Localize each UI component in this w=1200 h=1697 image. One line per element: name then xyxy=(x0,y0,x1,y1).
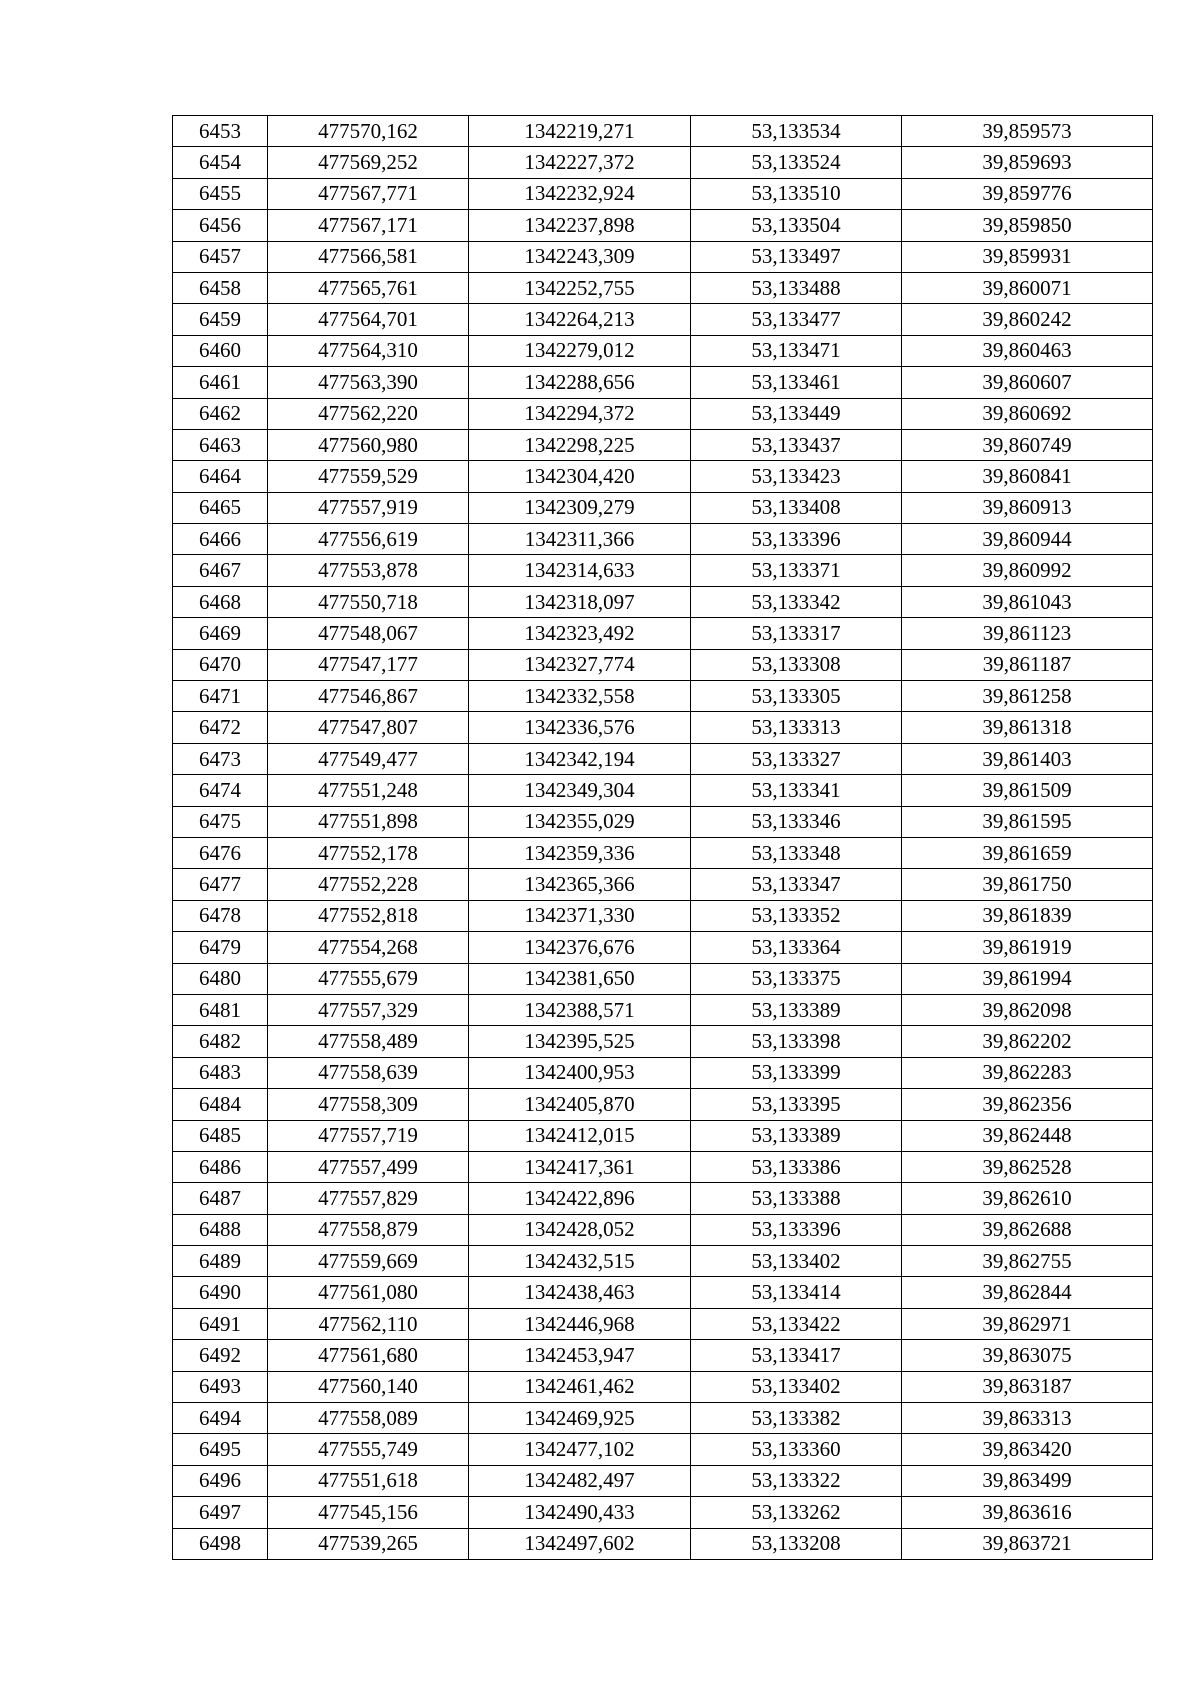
table-row xyxy=(173,524,1153,555)
y-coordinate-cell: 1342252,755 xyxy=(469,272,691,303)
y-coordinate-cell: 1342318,097 xyxy=(469,586,691,617)
x-coordinate-cell: 477551,898 xyxy=(268,806,469,837)
y-coordinate-cell: 1342219,271 xyxy=(469,116,691,147)
longitude-cell: 39,861509 xyxy=(902,775,1153,806)
y-coordinate-cell: 1342417,361 xyxy=(469,1151,691,1182)
table-row xyxy=(173,1497,1153,1528)
table-row xyxy=(173,963,1153,994)
latitude-cell: 53,133388 xyxy=(691,1183,902,1214)
longitude-cell: 39,860992 xyxy=(902,555,1153,586)
longitude-cell: 39,861919 xyxy=(902,932,1153,963)
y-coordinate-cell: 1342342,194 xyxy=(469,743,691,774)
longitude-cell: 39,861258 xyxy=(902,681,1153,712)
x-coordinate-cell: 477561,080 xyxy=(268,1277,469,1308)
latitude-cell: 53,133327 xyxy=(691,743,902,774)
latitude-cell: 53,133386 xyxy=(691,1151,902,1182)
latitude-cell: 53,133341 xyxy=(691,775,902,806)
point-number-cell: 6475 xyxy=(173,806,268,837)
table-row xyxy=(173,1403,1153,1434)
table-row xyxy=(173,1528,1153,1559)
point-number-cell: 6477 xyxy=(173,869,268,900)
y-coordinate-cell: 1342477,102 xyxy=(469,1434,691,1465)
latitude-cell: 53,133352 xyxy=(691,900,902,931)
latitude-cell: 53,133398 xyxy=(691,1026,902,1057)
latitude-cell: 53,133524 xyxy=(691,147,902,178)
x-coordinate-cell: 477558,309 xyxy=(268,1089,469,1120)
latitude-cell: 53,133305 xyxy=(691,681,902,712)
table-row xyxy=(173,1214,1153,1245)
point-number-cell: 6496 xyxy=(173,1465,268,1496)
longitude-cell: 39,862098 xyxy=(902,994,1153,1025)
latitude-cell: 53,133375 xyxy=(691,963,902,994)
latitude-cell: 53,133308 xyxy=(691,649,902,680)
longitude-cell: 39,860463 xyxy=(902,335,1153,366)
longitude-cell: 39,861994 xyxy=(902,963,1153,994)
y-coordinate-cell: 1342332,558 xyxy=(469,681,691,712)
latitude-cell: 53,133402 xyxy=(691,1371,902,1402)
x-coordinate-cell: 477559,529 xyxy=(268,461,469,492)
longitude-cell: 39,860749 xyxy=(902,429,1153,460)
point-number-cell: 6483 xyxy=(173,1057,268,1088)
longitude-cell: 39,863187 xyxy=(902,1371,1153,1402)
x-coordinate-cell: 477562,110 xyxy=(268,1308,469,1339)
x-coordinate-cell: 477552,178 xyxy=(268,837,469,868)
table-row xyxy=(173,681,1153,712)
table-row xyxy=(173,1026,1153,1057)
point-number-cell: 6468 xyxy=(173,586,268,617)
point-number-cell: 6462 xyxy=(173,398,268,429)
table-row xyxy=(173,775,1153,806)
table-row xyxy=(173,1089,1153,1120)
point-number-cell: 6455 xyxy=(173,178,268,209)
y-coordinate-cell: 1342428,052 xyxy=(469,1214,691,1245)
y-coordinate-cell: 1342371,330 xyxy=(469,900,691,931)
x-coordinate-cell: 477550,718 xyxy=(268,586,469,617)
latitude-cell: 53,133449 xyxy=(691,398,902,429)
latitude-cell: 53,133402 xyxy=(691,1246,902,1277)
x-coordinate-cell: 477552,818 xyxy=(268,900,469,931)
y-coordinate-cell: 1342279,012 xyxy=(469,335,691,366)
x-coordinate-cell: 477552,228 xyxy=(268,869,469,900)
y-coordinate-cell: 1342405,870 xyxy=(469,1089,691,1120)
y-coordinate-cell: 1342482,497 xyxy=(469,1465,691,1496)
point-number-cell: 6465 xyxy=(173,492,268,523)
point-number-cell: 6498 xyxy=(173,1528,268,1559)
y-coordinate-cell: 1342446,968 xyxy=(469,1308,691,1339)
point-number-cell: 6486 xyxy=(173,1151,268,1182)
y-coordinate-cell: 1342232,924 xyxy=(469,178,691,209)
latitude-cell: 53,133364 xyxy=(691,932,902,963)
table-row xyxy=(173,932,1153,963)
y-coordinate-cell: 1342237,898 xyxy=(469,210,691,241)
longitude-cell: 39,861595 xyxy=(902,806,1153,837)
latitude-cell: 53,133347 xyxy=(691,869,902,900)
y-coordinate-cell: 1342395,525 xyxy=(469,1026,691,1057)
latitude-cell: 53,133399 xyxy=(691,1057,902,1088)
longitude-cell: 39,859573 xyxy=(902,116,1153,147)
point-number-cell: 6464 xyxy=(173,461,268,492)
table-row xyxy=(173,900,1153,931)
point-number-cell: 6491 xyxy=(173,1308,268,1339)
y-coordinate-cell: 1342422,896 xyxy=(469,1183,691,1214)
point-number-cell: 6457 xyxy=(173,241,268,272)
point-number-cell: 6488 xyxy=(173,1214,268,1245)
coordinates-table-body xyxy=(173,116,1153,1560)
point-number-cell: 6493 xyxy=(173,1371,268,1402)
point-number-cell: 6458 xyxy=(173,272,268,303)
point-number-cell: 6494 xyxy=(173,1403,268,1434)
longitude-cell: 39,862610 xyxy=(902,1183,1153,1214)
longitude-cell: 39,860841 xyxy=(902,461,1153,492)
x-coordinate-cell: 477554,268 xyxy=(268,932,469,963)
table-row xyxy=(173,712,1153,743)
table-row xyxy=(173,398,1153,429)
table-row xyxy=(173,367,1153,398)
table-row xyxy=(173,272,1153,303)
table-row xyxy=(173,1277,1153,1308)
x-coordinate-cell: 477557,919 xyxy=(268,492,469,523)
longitude-cell: 39,860944 xyxy=(902,524,1153,555)
latitude-cell: 53,133371 xyxy=(691,555,902,586)
longitude-cell: 39,860242 xyxy=(902,304,1153,335)
x-coordinate-cell: 477558,489 xyxy=(268,1026,469,1057)
x-coordinate-cell: 477560,980 xyxy=(268,429,469,460)
y-coordinate-cell: 1342461,462 xyxy=(469,1371,691,1402)
latitude-cell: 53,133262 xyxy=(691,1497,902,1528)
point-number-cell: 6478 xyxy=(173,900,268,931)
y-coordinate-cell: 1342294,372 xyxy=(469,398,691,429)
longitude-cell: 39,859693 xyxy=(902,147,1153,178)
y-coordinate-cell: 1342376,676 xyxy=(469,932,691,963)
latitude-cell: 53,133423 xyxy=(691,461,902,492)
table-row xyxy=(173,1308,1153,1339)
table-row xyxy=(173,1246,1153,1277)
latitude-cell: 53,133317 xyxy=(691,618,902,649)
point-number-cell: 6461 xyxy=(173,367,268,398)
latitude-cell: 53,133414 xyxy=(691,1277,902,1308)
latitude-cell: 53,133348 xyxy=(691,837,902,868)
x-coordinate-cell: 477558,089 xyxy=(268,1403,469,1434)
longitude-cell: 39,862202 xyxy=(902,1026,1153,1057)
latitude-cell: 53,133408 xyxy=(691,492,902,523)
x-coordinate-cell: 477563,390 xyxy=(268,367,469,398)
table-row xyxy=(173,618,1153,649)
longitude-cell: 39,860692 xyxy=(902,398,1153,429)
longitude-cell: 39,861750 xyxy=(902,869,1153,900)
coordinates-table xyxy=(172,115,1153,1560)
latitude-cell: 53,133488 xyxy=(691,272,902,303)
x-coordinate-cell: 477553,878 xyxy=(268,555,469,586)
longitude-cell: 39,861123 xyxy=(902,618,1153,649)
longitude-cell: 39,862448 xyxy=(902,1120,1153,1151)
y-coordinate-cell: 1342355,029 xyxy=(469,806,691,837)
point-number-cell: 6466 xyxy=(173,524,268,555)
longitude-cell: 39,863420 xyxy=(902,1434,1153,1465)
x-coordinate-cell: 477565,761 xyxy=(268,272,469,303)
table-row xyxy=(173,743,1153,774)
longitude-cell: 39,863721 xyxy=(902,1528,1153,1559)
latitude-cell: 53,133510 xyxy=(691,178,902,209)
y-coordinate-cell: 1342243,309 xyxy=(469,241,691,272)
longitude-cell: 39,862971 xyxy=(902,1308,1153,1339)
longitude-cell: 39,859931 xyxy=(902,241,1153,272)
x-coordinate-cell: 477560,140 xyxy=(268,1371,469,1402)
table-row xyxy=(173,869,1153,900)
y-coordinate-cell: 1342438,463 xyxy=(469,1277,691,1308)
latitude-cell: 53,133461 xyxy=(691,367,902,398)
latitude-cell: 53,133534 xyxy=(691,116,902,147)
table-row xyxy=(173,116,1153,147)
longitude-cell: 39,860607 xyxy=(902,367,1153,398)
table-row xyxy=(173,210,1153,241)
table-row xyxy=(173,837,1153,868)
x-coordinate-cell: 477547,177 xyxy=(268,649,469,680)
x-coordinate-cell: 477551,618 xyxy=(268,1465,469,1496)
table-row xyxy=(173,1183,1153,1214)
y-coordinate-cell: 1342388,571 xyxy=(469,994,691,1025)
y-coordinate-cell: 1342323,492 xyxy=(469,618,691,649)
latitude-cell: 53,133322 xyxy=(691,1465,902,1496)
table-row xyxy=(173,461,1153,492)
x-coordinate-cell: 477570,162 xyxy=(268,116,469,147)
latitude-cell: 53,133417 xyxy=(691,1340,902,1371)
x-coordinate-cell: 477555,679 xyxy=(268,963,469,994)
longitude-cell: 39,861659 xyxy=(902,837,1153,868)
table-row xyxy=(173,1057,1153,1088)
x-coordinate-cell: 477545,156 xyxy=(268,1497,469,1528)
y-coordinate-cell: 1342381,650 xyxy=(469,963,691,994)
document-page xyxy=(172,115,1153,1560)
y-coordinate-cell: 1342298,225 xyxy=(469,429,691,460)
point-number-cell: 6467 xyxy=(173,555,268,586)
longitude-cell: 39,861318 xyxy=(902,712,1153,743)
table-row xyxy=(173,806,1153,837)
longitude-cell: 39,859776 xyxy=(902,178,1153,209)
table-row xyxy=(173,994,1153,1025)
point-number-cell: 6487 xyxy=(173,1183,268,1214)
y-coordinate-cell: 1342490,433 xyxy=(469,1497,691,1528)
y-coordinate-cell: 1342400,953 xyxy=(469,1057,691,1088)
y-coordinate-cell: 1342336,576 xyxy=(469,712,691,743)
longitude-cell: 39,862844 xyxy=(902,1277,1153,1308)
point-number-cell: 6479 xyxy=(173,932,268,963)
point-number-cell: 6484 xyxy=(173,1089,268,1120)
point-number-cell: 6453 xyxy=(173,116,268,147)
y-coordinate-cell: 1342412,015 xyxy=(469,1120,691,1151)
point-number-cell: 6476 xyxy=(173,837,268,868)
latitude-cell: 53,133313 xyxy=(691,712,902,743)
point-number-cell: 6485 xyxy=(173,1120,268,1151)
y-coordinate-cell: 1342288,656 xyxy=(469,367,691,398)
x-coordinate-cell: 477556,619 xyxy=(268,524,469,555)
x-coordinate-cell: 477549,477 xyxy=(268,743,469,774)
longitude-cell: 39,862528 xyxy=(902,1151,1153,1182)
table-row xyxy=(173,429,1153,460)
x-coordinate-cell: 477548,067 xyxy=(268,618,469,649)
longitude-cell: 39,862755 xyxy=(902,1246,1153,1277)
table-row xyxy=(173,1340,1153,1371)
latitude-cell: 53,133422 xyxy=(691,1308,902,1339)
longitude-cell: 39,862283 xyxy=(902,1057,1153,1088)
longitude-cell: 39,861043 xyxy=(902,586,1153,617)
longitude-cell: 39,862356 xyxy=(902,1089,1153,1120)
table-row xyxy=(173,304,1153,335)
point-number-cell: 6463 xyxy=(173,429,268,460)
latitude-cell: 53,133477 xyxy=(691,304,902,335)
y-coordinate-cell: 1342304,420 xyxy=(469,461,691,492)
point-number-cell: 6473 xyxy=(173,743,268,774)
latitude-cell: 53,133382 xyxy=(691,1403,902,1434)
latitude-cell: 53,133395 xyxy=(691,1089,902,1120)
point-number-cell: 6469 xyxy=(173,618,268,649)
longitude-cell: 39,861187 xyxy=(902,649,1153,680)
x-coordinate-cell: 477567,771 xyxy=(268,178,469,209)
latitude-cell: 53,133342 xyxy=(691,586,902,617)
point-number-cell: 6497 xyxy=(173,1497,268,1528)
table-row xyxy=(173,492,1153,523)
point-number-cell: 6471 xyxy=(173,681,268,712)
x-coordinate-cell: 477569,252 xyxy=(268,147,469,178)
y-coordinate-cell: 1342497,602 xyxy=(469,1528,691,1559)
longitude-cell: 39,863075 xyxy=(902,1340,1153,1371)
x-coordinate-cell: 477551,248 xyxy=(268,775,469,806)
x-coordinate-cell: 477561,680 xyxy=(268,1340,469,1371)
x-coordinate-cell: 477558,879 xyxy=(268,1214,469,1245)
latitude-cell: 53,133471 xyxy=(691,335,902,366)
point-number-cell: 6480 xyxy=(173,963,268,994)
x-coordinate-cell: 477559,669 xyxy=(268,1246,469,1277)
longitude-cell: 39,860913 xyxy=(902,492,1153,523)
x-coordinate-cell: 477558,639 xyxy=(268,1057,469,1088)
x-coordinate-cell: 477547,807 xyxy=(268,712,469,743)
point-number-cell: 6489 xyxy=(173,1246,268,1277)
x-coordinate-cell: 477557,719 xyxy=(268,1120,469,1151)
latitude-cell: 53,133389 xyxy=(691,994,902,1025)
y-coordinate-cell: 1342349,304 xyxy=(469,775,691,806)
point-number-cell: 6495 xyxy=(173,1434,268,1465)
point-number-cell: 6481 xyxy=(173,994,268,1025)
latitude-cell: 53,133497 xyxy=(691,241,902,272)
table-row xyxy=(173,1151,1153,1182)
table-row xyxy=(173,1434,1153,1465)
latitude-cell: 53,133389 xyxy=(691,1120,902,1151)
table-row xyxy=(173,147,1153,178)
latitude-cell: 53,133360 xyxy=(691,1434,902,1465)
point-number-cell: 6492 xyxy=(173,1340,268,1371)
latitude-cell: 53,133437 xyxy=(691,429,902,460)
longitude-cell: 39,859850 xyxy=(902,210,1153,241)
point-number-cell: 6490 xyxy=(173,1277,268,1308)
longitude-cell: 39,863499 xyxy=(902,1465,1153,1496)
point-number-cell: 6470 xyxy=(173,649,268,680)
y-coordinate-cell: 1342264,213 xyxy=(469,304,691,335)
latitude-cell: 53,133396 xyxy=(691,524,902,555)
y-coordinate-cell: 1342432,515 xyxy=(469,1246,691,1277)
x-coordinate-cell: 477562,220 xyxy=(268,398,469,429)
longitude-cell: 39,863313 xyxy=(902,1403,1153,1434)
latitude-cell: 53,133504 xyxy=(691,210,902,241)
point-number-cell: 6460 xyxy=(173,335,268,366)
latitude-cell: 53,133208 xyxy=(691,1528,902,1559)
table-row xyxy=(173,555,1153,586)
x-coordinate-cell: 477557,829 xyxy=(268,1183,469,1214)
table-row xyxy=(173,649,1153,680)
y-coordinate-cell: 1342359,336 xyxy=(469,837,691,868)
table-row xyxy=(173,586,1153,617)
table-row xyxy=(173,1465,1153,1496)
point-number-cell: 6456 xyxy=(173,210,268,241)
longitude-cell: 39,860071 xyxy=(902,272,1153,303)
table-row xyxy=(173,178,1153,209)
table-row xyxy=(173,1120,1153,1151)
point-number-cell: 6482 xyxy=(173,1026,268,1057)
x-coordinate-cell: 477555,749 xyxy=(268,1434,469,1465)
x-coordinate-cell: 477557,499 xyxy=(268,1151,469,1182)
x-coordinate-cell: 477557,329 xyxy=(268,994,469,1025)
point-number-cell: 6459 xyxy=(173,304,268,335)
x-coordinate-cell: 477566,581 xyxy=(268,241,469,272)
table-row xyxy=(173,241,1153,272)
y-coordinate-cell: 1342227,372 xyxy=(469,147,691,178)
latitude-cell: 53,133396 xyxy=(691,1214,902,1245)
y-coordinate-cell: 1342314,633 xyxy=(469,555,691,586)
longitude-cell: 39,863616 xyxy=(902,1497,1153,1528)
table-row xyxy=(173,335,1153,366)
point-number-cell: 6454 xyxy=(173,147,268,178)
y-coordinate-cell: 1342311,366 xyxy=(469,524,691,555)
x-coordinate-cell: 477546,867 xyxy=(268,681,469,712)
point-number-cell: 6474 xyxy=(173,775,268,806)
y-coordinate-cell: 1342469,925 xyxy=(469,1403,691,1434)
y-coordinate-cell: 1342327,774 xyxy=(469,649,691,680)
table-row xyxy=(173,1371,1153,1402)
longitude-cell: 39,861403 xyxy=(902,743,1153,774)
y-coordinate-cell: 1342309,279 xyxy=(469,492,691,523)
x-coordinate-cell: 477564,701 xyxy=(268,304,469,335)
point-number-cell: 6472 xyxy=(173,712,268,743)
longitude-cell: 39,861839 xyxy=(902,900,1153,931)
y-coordinate-cell: 1342365,366 xyxy=(469,869,691,900)
x-coordinate-cell: 477564,310 xyxy=(268,335,469,366)
longitude-cell: 39,862688 xyxy=(902,1214,1153,1245)
latitude-cell: 53,133346 xyxy=(691,806,902,837)
y-coordinate-cell: 1342453,947 xyxy=(469,1340,691,1371)
x-coordinate-cell: 477539,265 xyxy=(268,1528,469,1559)
x-coordinate-cell: 477567,171 xyxy=(268,210,469,241)
